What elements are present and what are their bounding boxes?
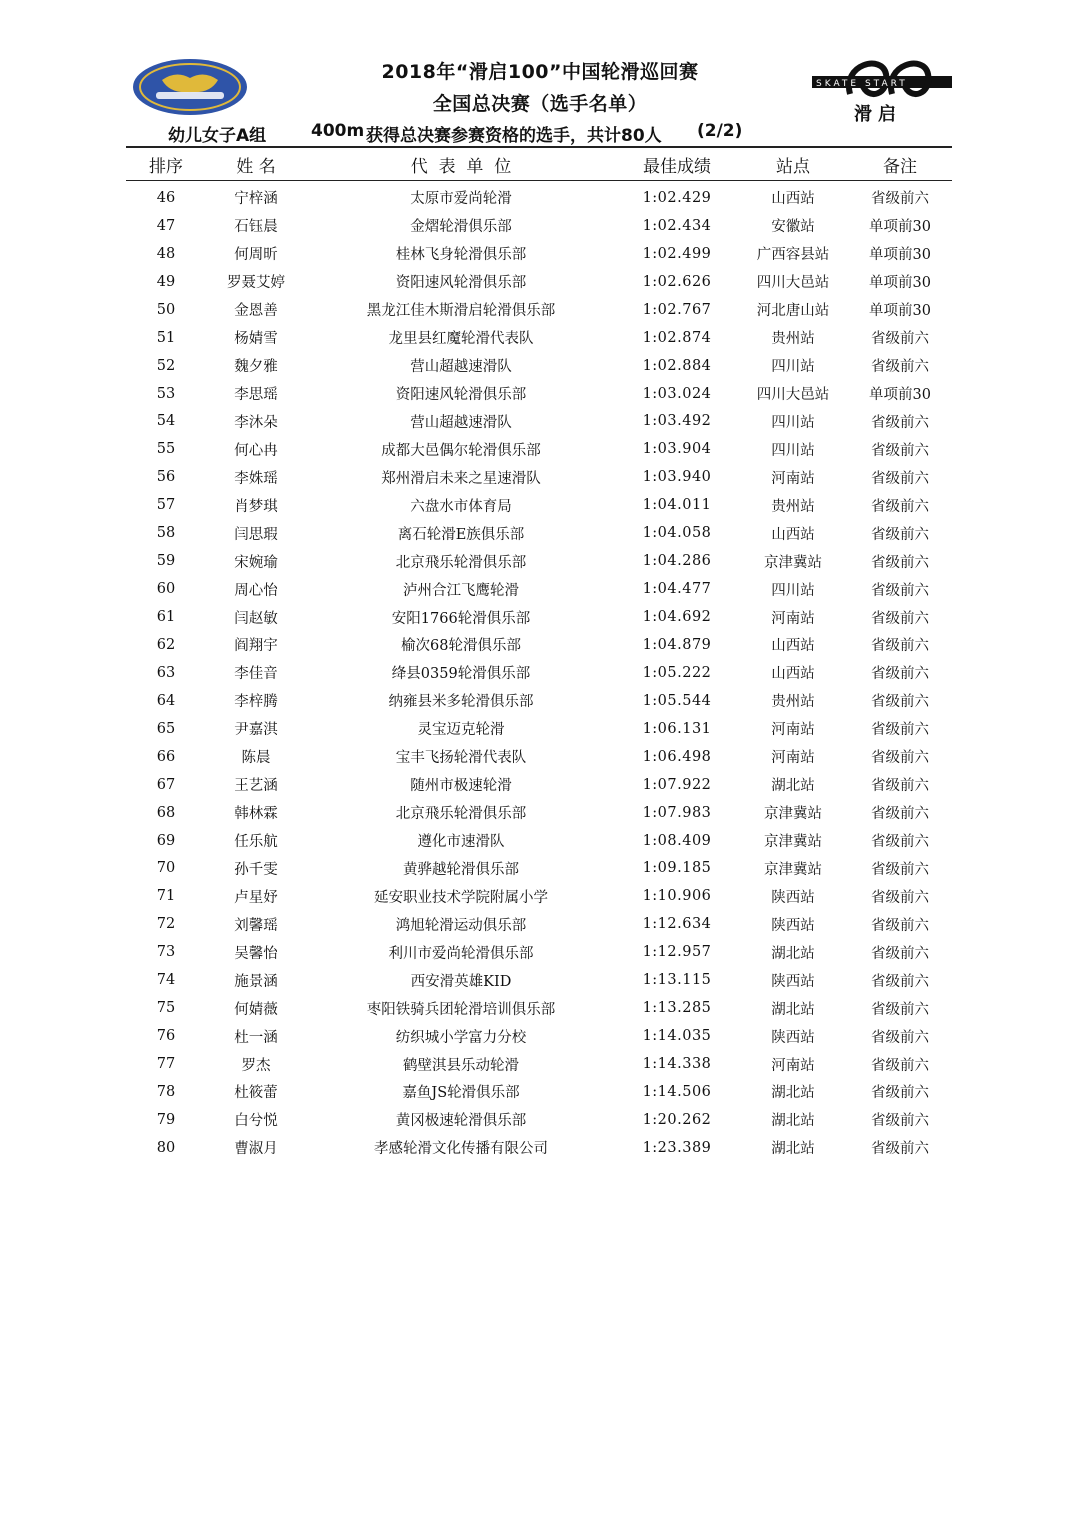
cell-station: 陕西站	[771, 889, 815, 906]
col-header-name: 姓 名	[236, 156, 276, 177]
cell-station: 贵州站	[771, 694, 815, 711]
cell-station: 湖北站	[771, 945, 815, 962]
logo-text: SKATE START	[816, 79, 908, 89]
cell-note: 省级前六	[871, 554, 929, 571]
cell-name: 金恩善	[234, 303, 278, 320]
cell-note: 省级前六	[871, 1057, 929, 1074]
cell-rank: 55	[156, 441, 176, 458]
cell-station: 河北唐山站	[756, 303, 830, 320]
cell-name: 宋婉瑜	[234, 554, 278, 571]
cell-best-time: 1:04.692	[642, 609, 712, 626]
title-line-2: 全国总决赛（选手名单）	[432, 93, 648, 115]
cell-unit: 北京飛乐轮滑俱乐部	[395, 554, 527, 571]
cell-rank: 49	[156, 273, 176, 290]
cell-note: 省级前六	[871, 1001, 929, 1018]
cell-best-time: 1:07.983	[642, 804, 712, 821]
cell-name: 尹嘉淇	[234, 722, 278, 739]
cell-station: 湖北站	[771, 1001, 815, 1018]
col-header-note: 备注	[883, 156, 917, 177]
table-row	[126, 855, 952, 883]
cell-note: 省级前六	[871, 1141, 929, 1158]
cell-rank: 70	[156, 860, 176, 877]
cell-rank: 80	[156, 1139, 176, 1156]
cell-note: 省级前六	[871, 1029, 929, 1046]
cell-name: 任乐航	[234, 834, 278, 851]
cell-station: 四川站	[771, 442, 815, 459]
cell-unit: 资阳速风轮滑俱乐部	[395, 387, 527, 404]
cell-best-time: 1:06.131	[642, 720, 712, 737]
cell-note: 省级前六	[871, 498, 929, 515]
table-row	[126, 380, 952, 408]
cell-note: 省级前六	[871, 1113, 929, 1130]
table-row	[126, 659, 952, 687]
cell-name: 曹淑月	[234, 1141, 278, 1158]
table-row	[126, 184, 952, 212]
distance-label: 400m	[311, 121, 365, 141]
cell-best-time: 1:06.498	[642, 748, 712, 765]
cell-note: 省级前六	[871, 694, 929, 711]
table-row	[126, 575, 952, 603]
cell-station: 山西站	[771, 526, 815, 543]
cell-name: 何心冉	[234, 442, 278, 459]
cell-unit: 黄冈极速轮滑俱乐部	[395, 1113, 527, 1130]
table-body	[126, 181, 952, 1162]
cell-note: 单项前30	[869, 247, 931, 264]
cell-station: 贵州站	[771, 498, 815, 515]
cell-best-time: 1:03.024	[642, 385, 712, 402]
document-header	[0, 0, 1080, 150]
cell-station: 贵州站	[771, 331, 815, 348]
cell-best-time: 1:08.409	[642, 832, 712, 849]
cell-best-time: 1:04.286	[642, 553, 712, 570]
cell-rank: 77	[156, 1056, 176, 1073]
cell-note: 单项前30	[869, 275, 931, 292]
cell-station: 湖北站	[771, 778, 815, 795]
cell-note: 省级前六	[871, 945, 929, 962]
cell-unit: 孝感轮滑文化传播有限公司	[374, 1141, 548, 1158]
cell-unit: 利川市爱尚轮滑俱乐部	[388, 945, 534, 962]
cell-best-time: 1:13.285	[642, 1000, 712, 1017]
cell-rank: 69	[156, 832, 176, 849]
cell-best-time: 1:03.904	[642, 441, 712, 458]
cell-unit: 鹤壁淇县乐动轮滑	[403, 1057, 519, 1074]
table-row	[126, 966, 952, 994]
cell-unit: 嘉鱼JS轮滑俱乐部	[402, 1085, 520, 1102]
table-row	[126, 882, 952, 910]
cell-note: 省级前六	[871, 414, 929, 431]
cell-rank: 51	[156, 329, 176, 346]
cell-unit: 资阳速风轮滑俱乐部	[395, 275, 527, 292]
cell-unit: 成都大邑偶尔轮滑俱乐部	[381, 442, 541, 459]
col-header-best-time: 最佳成绩	[643, 156, 711, 177]
cell-rank: 68	[156, 804, 176, 821]
cell-note: 省级前六	[871, 359, 929, 376]
cell-best-time: 1:02.767	[642, 301, 712, 318]
cell-station: 安徽站	[771, 219, 815, 236]
cell-rank: 60	[156, 581, 176, 598]
col-header-unit: 代 表 单 位	[410, 156, 512, 177]
cell-rank: 59	[156, 553, 176, 570]
cell-note: 省级前六	[871, 442, 929, 459]
cell-name: 阎翔宇	[234, 638, 278, 655]
cell-name: 刘馨瑶	[234, 917, 278, 934]
cell-name: 肖梦琪	[234, 498, 278, 515]
cell-best-time: 1:02.626	[642, 273, 712, 290]
cell-station: 陕西站	[771, 917, 815, 934]
cell-rank: 54	[156, 413, 176, 430]
page-indicator: (2/2)	[697, 121, 743, 141]
table-row	[126, 743, 952, 771]
cell-note: 省级前六	[871, 861, 929, 878]
cell-station: 京津冀站	[764, 834, 822, 851]
cell-name: 石钰晨	[234, 219, 278, 236]
cell-station: 河南站	[771, 750, 815, 767]
table-row	[126, 1022, 952, 1050]
cell-unit: 安阳1766轮滑俱乐部	[391, 610, 531, 627]
cell-name: 何周昕	[234, 247, 278, 264]
cell-best-time: 1:07.922	[642, 776, 712, 793]
cell-best-time: 1:04.058	[642, 525, 712, 542]
logo-cn-text: 滑启	[854, 104, 902, 125]
cell-rank: 79	[156, 1111, 176, 1128]
cell-best-time: 1:12.957	[642, 944, 712, 961]
table-row	[126, 799, 952, 827]
cell-rank: 66	[156, 748, 176, 765]
cell-rank: 64	[156, 692, 176, 709]
table-row	[126, 1106, 952, 1134]
skate-start-logo-icon	[812, 54, 952, 104]
cell-station: 山西站	[771, 666, 815, 683]
table-row	[126, 408, 952, 436]
cell-station: 京津冀站	[764, 554, 822, 571]
cell-rank: 72	[156, 916, 176, 933]
cell-note: 省级前六	[871, 526, 929, 543]
table-row	[126, 463, 952, 491]
cell-note: 单项前30	[869, 219, 931, 236]
cell-note: 省级前六	[871, 889, 929, 906]
cell-best-time: 1:02.499	[642, 245, 712, 262]
cell-best-time: 1:02.429	[642, 189, 712, 206]
cell-note: 单项前30	[869, 303, 931, 320]
cell-station: 山西站	[771, 191, 815, 208]
cell-best-time: 1:12.634	[642, 916, 712, 933]
cell-station: 河南站	[771, 470, 815, 487]
cell-rank: 78	[156, 1083, 176, 1100]
table-row	[126, 771, 952, 799]
cell-name: 罗杰	[241, 1057, 271, 1074]
cell-station: 湖北站	[771, 1141, 815, 1158]
cell-unit: 西安滑英雄KID	[410, 973, 512, 990]
table-row	[126, 296, 952, 324]
table-row	[126, 994, 952, 1022]
cell-station: 山西站	[771, 638, 815, 655]
table-row	[126, 212, 952, 240]
cell-unit: 六盘水市体育局	[410, 498, 512, 515]
cell-note: 省级前六	[871, 582, 929, 599]
cell-rank: 75	[156, 1000, 176, 1017]
cell-unit: 宝丰飞扬轮滑代表队	[395, 750, 527, 767]
cell-name: 杨婧雪	[234, 331, 278, 348]
cell-name: 李梓腾	[234, 694, 278, 711]
cell-note: 省级前六	[871, 191, 929, 208]
cell-unit: 遵化市速滑队	[417, 834, 505, 851]
table-row	[126, 1078, 952, 1106]
table-row	[126, 910, 952, 938]
table-row	[126, 603, 952, 631]
cell-note: 省级前六	[871, 1085, 929, 1102]
table-row	[126, 938, 952, 966]
cell-name: 闫思瑕	[234, 526, 278, 543]
table-row	[126, 687, 952, 715]
results-table	[126, 146, 952, 1162]
cell-unit: 郑州滑启未来之星速滑队	[381, 470, 541, 487]
cell-unit: 鸿旭轮滑运动俱乐部	[395, 917, 527, 934]
table-row	[126, 435, 952, 463]
title-line-1: 2018年“滑启100”中国轮滑巡回赛	[381, 61, 699, 83]
cell-name: 李佳音	[234, 666, 278, 683]
cell-station: 河南站	[771, 610, 815, 627]
cell-station: 陕西站	[771, 1029, 815, 1046]
cell-name: 施景涵	[234, 973, 278, 990]
cell-unit: 营山超越速滑队	[410, 414, 512, 431]
table-row	[126, 491, 952, 519]
cell-unit: 随州市极速轮滑	[410, 778, 512, 795]
cell-unit: 榆次68轮滑俱乐部	[401, 638, 521, 655]
table-row	[126, 1134, 952, 1162]
cell-unit: 延安职业技术学院附属小学	[374, 889, 548, 906]
cell-name: 李沐朵	[234, 414, 278, 431]
cell-station: 湖北站	[771, 1113, 815, 1130]
cell-unit: 太原市爱尚轮滑	[410, 191, 512, 208]
table-row	[126, 268, 952, 296]
cell-rank: 52	[156, 357, 176, 374]
cell-unit: 灵宝迈克轮滑	[417, 722, 505, 739]
cell-note: 省级前六	[871, 470, 929, 487]
table-row	[126, 715, 952, 743]
cell-rank: 57	[156, 497, 176, 514]
cell-unit: 枣阳铁骑兵团轮滑培训俱乐部	[366, 1001, 556, 1018]
skate-start-logo	[812, 54, 952, 126]
cell-best-time: 1:02.884	[642, 357, 712, 374]
table-row	[126, 519, 952, 547]
cell-rank: 47	[156, 217, 176, 234]
cell-name: 李思瑶	[234, 387, 278, 404]
cell-station: 广西容县站	[756, 247, 830, 264]
cell-rank: 58	[156, 525, 176, 542]
cell-name: 卢星妤	[234, 889, 278, 906]
description-label: 获得总决赛参赛资格的选手，共计80人	[366, 126, 662, 146]
subtitle-bar	[0, 121, 1080, 146]
cell-best-time: 1:14.338	[642, 1056, 712, 1073]
cell-rank: 56	[156, 469, 176, 486]
cell-note: 省级前六	[871, 750, 929, 767]
table-row	[126, 547, 952, 575]
cell-station: 京津冀站	[764, 861, 822, 878]
cell-station: 四川大邑站	[756, 387, 830, 404]
cell-station: 陕西站	[771, 973, 815, 990]
col-header-rank: 排序	[149, 156, 183, 177]
cell-best-time: 1:20.262	[642, 1111, 712, 1128]
cell-unit: 黄骅越轮滑俱乐部	[403, 861, 519, 878]
cell-best-time: 1:04.477	[642, 581, 712, 598]
cell-station: 河南站	[771, 1057, 815, 1074]
cell-station: 四川大邑站	[756, 275, 830, 292]
cell-note: 省级前六	[871, 722, 929, 739]
cell-name: 何婧薇	[234, 1001, 278, 1018]
cell-name: 魏夕雅	[234, 359, 278, 376]
cell-best-time: 1:03.940	[642, 469, 712, 486]
cell-name: 杜筱蕾	[234, 1085, 278, 1102]
cell-best-time: 1:05.544	[642, 692, 712, 709]
cell-note: 省级前六	[871, 638, 929, 655]
cell-best-time: 1:10.906	[642, 888, 712, 905]
cell-note: 单项前30	[869, 387, 931, 404]
col-header-station: 站点	[776, 156, 810, 177]
cell-best-time: 1:23.389	[642, 1139, 712, 1156]
cell-rank: 50	[156, 301, 176, 318]
cell-station: 四川站	[771, 414, 815, 431]
cell-rank: 71	[156, 888, 176, 905]
cell-best-time: 1:09.185	[642, 860, 712, 877]
cell-unit: 金熠轮滑俱乐部	[410, 219, 512, 236]
cell-station: 湖北站	[771, 1085, 815, 1102]
cell-name: 李姝瑶	[234, 470, 278, 487]
cell-best-time: 1:14.035	[642, 1028, 712, 1045]
cell-note: 省级前六	[871, 973, 929, 990]
cell-unit: 纺织城小学富力分校	[395, 1029, 527, 1046]
cell-rank: 62	[156, 636, 176, 653]
cell-rank: 63	[156, 664, 176, 681]
cell-unit: 绛县0359轮滑俱乐部	[391, 666, 531, 683]
table-row	[126, 827, 952, 855]
cell-unit: 北京飛乐轮滑俱乐部	[395, 806, 527, 823]
table-row	[126, 631, 952, 659]
cell-name: 白兮悦	[234, 1113, 278, 1130]
cell-rank: 46	[156, 189, 176, 206]
cell-note: 省级前六	[871, 778, 929, 795]
cell-best-time: 1:13.115	[642, 972, 712, 989]
cell-name: 闫赵敏	[234, 610, 278, 627]
cell-name: 韩林霖	[234, 806, 278, 823]
cell-note: 省级前六	[871, 917, 929, 934]
cell-station: 四川站	[771, 359, 815, 376]
cell-name: 王艺涵	[234, 778, 278, 795]
cell-name: 吴馨怡	[234, 945, 278, 962]
cell-note: 省级前六	[871, 806, 929, 823]
cell-unit: 黑龙江佳木斯滑启轮滑俱乐部	[366, 303, 556, 320]
cell-unit: 龙里县红魔轮滑代表队	[388, 331, 534, 348]
cell-note: 省级前六	[871, 610, 929, 627]
cell-unit: 纳雍县米多轮滑俱乐部	[388, 694, 534, 711]
cell-rank: 67	[156, 776, 176, 793]
table-row	[126, 352, 952, 380]
cell-best-time: 1:02.434	[642, 217, 712, 234]
cell-note: 省级前六	[871, 666, 929, 683]
cell-best-time: 1:04.879	[642, 636, 712, 653]
cell-rank: 65	[156, 720, 176, 737]
cell-best-time: 1:03.492	[642, 413, 712, 430]
cell-station: 京津冀站	[764, 806, 822, 823]
cell-name: 陈晨	[241, 750, 271, 767]
cell-station: 河南站	[771, 722, 815, 739]
cell-note: 省级前六	[871, 331, 929, 348]
cell-unit: 营山超越速滑队	[410, 359, 512, 376]
table-row	[126, 1050, 952, 1078]
cell-best-time: 1:04.011	[642, 497, 712, 514]
cell-rank: 48	[156, 245, 176, 262]
cell-rank: 61	[156, 609, 176, 626]
cell-note: 省级前六	[871, 834, 929, 851]
cell-unit: 离石轮滑E族俱乐部	[397, 526, 525, 543]
cell-rank: 73	[156, 944, 176, 961]
cell-rank: 53	[156, 385, 176, 402]
cell-rank: 74	[156, 972, 176, 989]
cell-station: 四川站	[771, 582, 815, 599]
cell-best-time: 1:05.222	[642, 664, 712, 681]
group-label: 幼儿女子A组	[168, 126, 267, 146]
cell-unit: 桂林飞身轮滑俱乐部	[395, 247, 527, 264]
cell-name: 周心怡	[234, 582, 278, 599]
cell-name: 杜一涵	[234, 1029, 278, 1046]
cell-unit: 泸州合江飞鹰轮滑	[403, 582, 519, 599]
table-header-row	[126, 146, 952, 181]
cell-rank: 76	[156, 1028, 176, 1045]
cell-name: 宁梓涵	[234, 191, 278, 208]
cell-best-time: 1:14.506	[642, 1083, 712, 1100]
cell-name: 罗聂艾婷	[227, 275, 285, 292]
table-row	[126, 240, 952, 268]
table-row	[126, 324, 952, 352]
cell-best-time: 1:02.874	[642, 329, 712, 346]
cell-name: 孙千雯	[234, 861, 278, 878]
